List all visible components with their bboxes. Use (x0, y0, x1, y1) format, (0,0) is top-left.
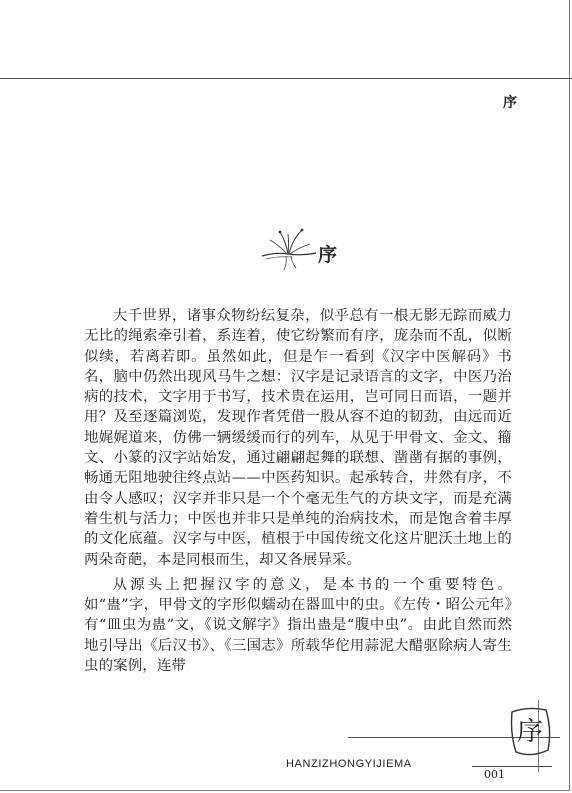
paragraph: 从源头上把握汉字的意义，是本书的一个重要特色。如“蛊”字，甲骨文的字形似蠕动在器皿中的虫。《左传・昭公元年》有“皿虫为蛊”文，《说文解字》指出蛊是“腹中虫”。由此自然而然地引导出《后汉书》、《三国志》所载华佗用蒜泥大醋驱除病人寄生虫的案例，连带 (84, 576, 512, 675)
page-number: 001 (484, 768, 505, 781)
running-header: 序 (503, 95, 517, 111)
paragraph: 大千世界，诸事众物纷纭复杂，似乎总有一根无影无踪而威力无比的绳索牵引着，系连着，使它纷繁而有序，庞杂而不乱，似断似续，若离若即。虽然如此，但是乍一看到《汉字中医解码》书名，脑中仍然出现风马牛之想：汉字是记录语言的文字，中医乃治病的技术，文字用于书写，技术贵在运用，岂可同日而语，一题并用？及至逐篇浏览，发现作者凭借一股从容不迫的韧劲，由远而近地娓娓道来，仿佛一辆缓缓而行的列车，从见于甲骨文、金文、籀文、小篆的汉字站始发，通过翩翩起舞的联想、凿凿有据的事例，畅通无阻地驶往终点站——中医药知识。起承转合，井然有序，不由令人感叹；汉字并非只是一个个毫无生气的方块文字，而是充满着生机与活力；中医也并非只是单纯的治病技术，而是饱含着丰厚的文化底蕴。汉字与中医，植根于中国传统文化这片肥沃土地上的两朵奇葩，本是同根而生，却又各展异采。 (84, 308, 512, 568)
seal-char: 序 (516, 717, 544, 747)
series-title: HANZIZHONGYIJIEMA (286, 758, 412, 770)
seal-icon (506, 704, 554, 758)
page-number-rule (472, 766, 552, 767)
section-title: 序 (318, 244, 340, 266)
section-title-block (258, 226, 378, 276)
header-rule (0, 78, 572, 79)
body-text (84, 306, 512, 676)
orchid-icon (258, 226, 318, 272)
